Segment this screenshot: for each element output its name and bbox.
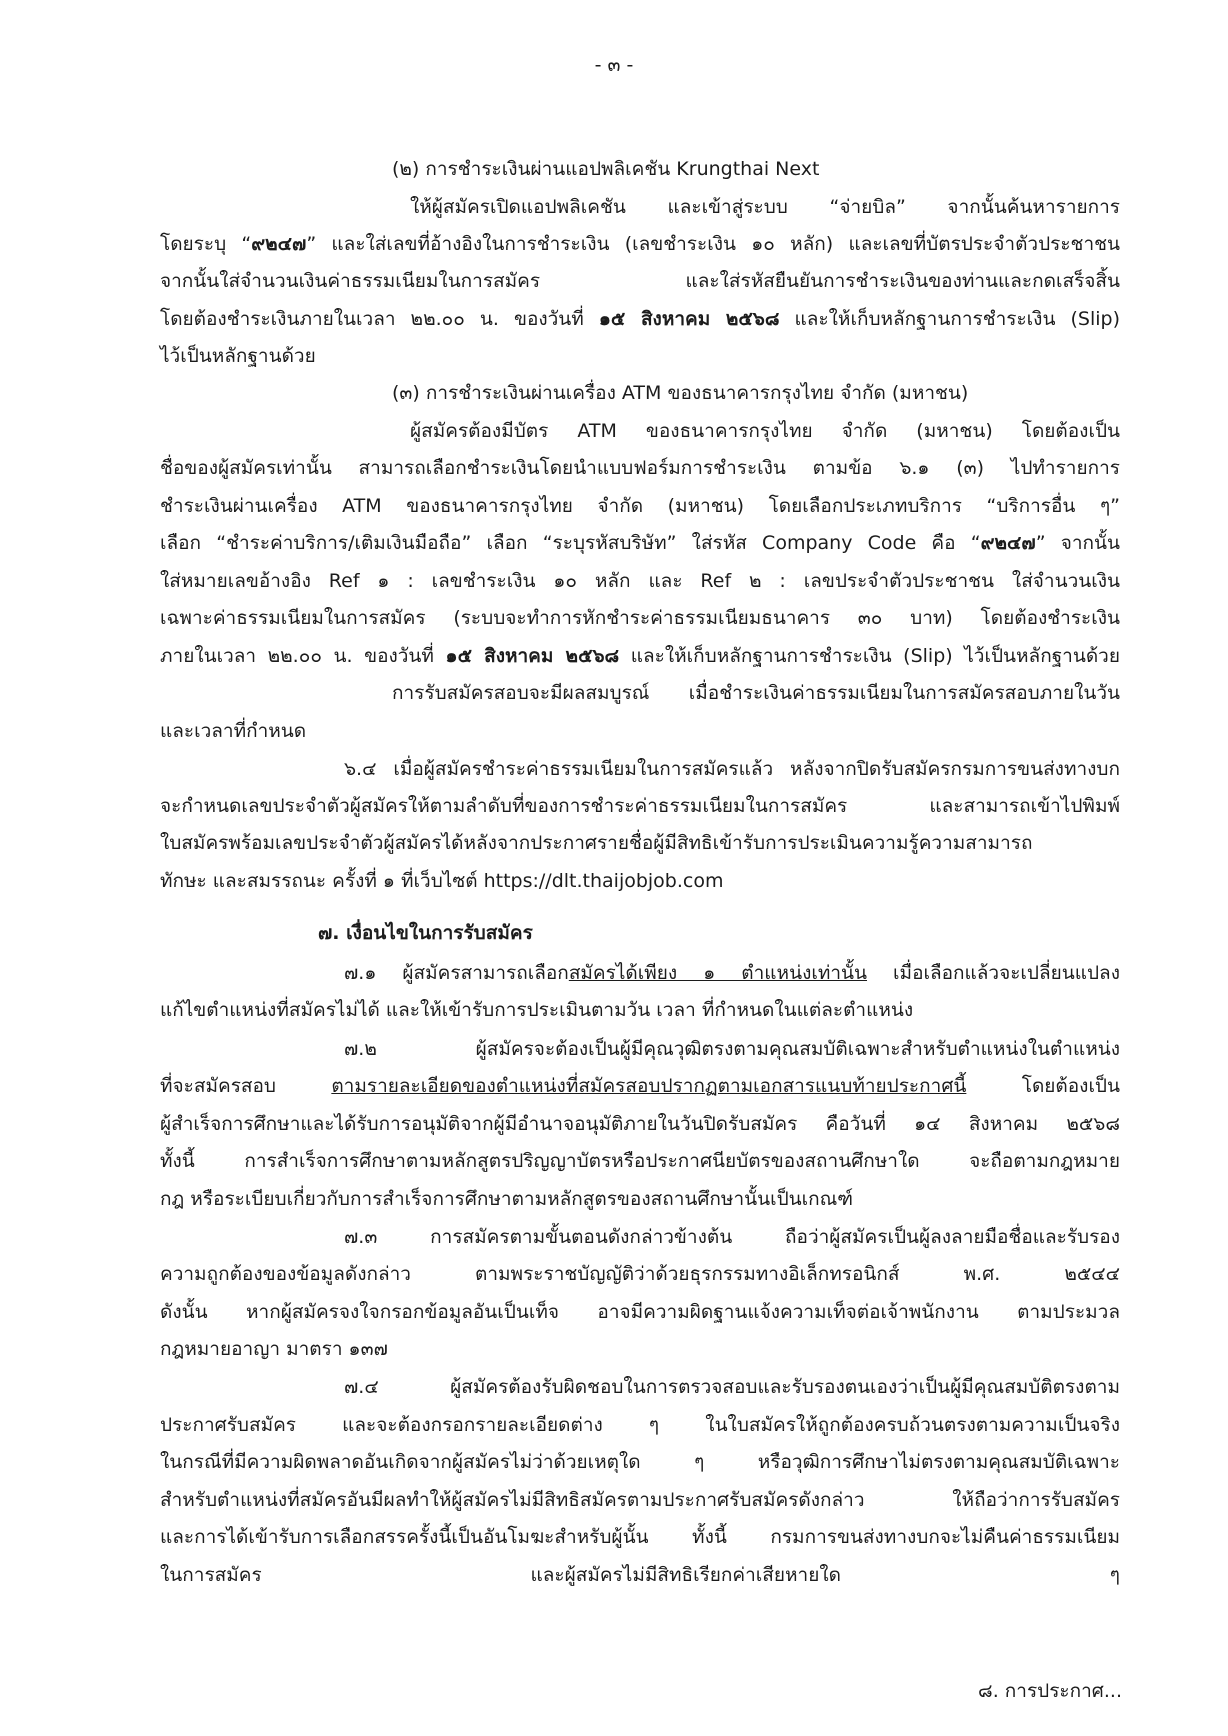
paragraph-line: ทั้งนี้ การสำเร็จการศึกษาตามหลักสูตรปริญญาบัตรหรือประกาศนียบัตรของสถานศึกษาใด จะถือตามกฎหมาย — [160, 1150, 1120, 1172]
continuation-note: ๘. การประกาศ... — [978, 1680, 1122, 1702]
paragraph-line: โดยระบุ “๙๒๔๗” และใส่เลขที่อ้างอิงในการชำระเงิน (เลขชำระเงิน ๑๐ หลัก) และเลขที่บัตรประจำตัวประชาชน — [160, 233, 1120, 255]
paragraph-line: ความถูกต้องของข้อมูลดังกล่าว ตามพระราชบัญญัติว่าด้วยธุรกรรมทางอิเล็กทรอนิกส์ พ.ศ. ๒๕๔๔ — [160, 1263, 1120, 1285]
paragraph-line: การรับสมัครสอบจะมีผลสมบูรณ์ เมื่อชำระเงินค่าธรรมเนียมในการสมัครสอบภายในวัน — [392, 682, 1120, 704]
paragraph-line: ในการสมัคร และผู้สมัครไม่มีสิทธิเรียกค่าเสียหายใด ๆ — [160, 1564, 1120, 1586]
deadline-date: ๑๕ สิงหาคม ๒๕๖๘ — [598, 308, 780, 330]
paragraph-line: ๗.๑ ผู้สมัครสามารถเลือกสมัครได้เพียง ๑ ตำแหน่งเท่านั้น เมื่อเลือกแล้วจะเปลี่ยนแปลง — [344, 962, 1120, 984]
paragraph-line: ให้ผู้สมัครเปิดแอปพลิเคชัน และเข้าสู่ระบบ “จ่ายบิล” จากนั้นค้นหารายการ — [410, 196, 1120, 218]
paragraph-line: ภายในเวลา ๒๒.๐๐ น. ของวันที่ ๑๕ สิงหาคม ๒๕๖๘ และให้เก็บหลักฐานการชำระเงิน (Slip) ไว้เป็นหลักฐานด้วย — [160, 645, 1120, 667]
paragraph-line: ใบสมัครพร้อมเลขประจำตัวผู้สมัครได้หลังจากประกาศรายชื่อผู้มีสิทธิเข้ารับการประเมินความรู้ความสามารถ — [160, 832, 1033, 854]
paragraph-line: (๓) การชำระเงินผ่านเครื่อง ATM ของธนาคารกรุงไทย จำกัด (มหาชน) — [392, 382, 969, 404]
paragraph-line: ประกาศรับสมัคร และจะต้องกรอกรายละเอียดต่าง ๆ ในใบสมัครให้ถูกต้องครบถ้วนตรงตามความเป็นจริง — [160, 1414, 1120, 1436]
paragraph-line: ที่จะสมัครสอบ ตามรายละเอียดของตำแหน่งที่สมัครสอบปรากฏตามเอกสารแนบท้ายประกาศนี้ โดยต้องเป็น — [160, 1075, 1120, 1097]
paragraph-line: กฎหมายอาญา มาตรา ๑๓๗ — [160, 1338, 388, 1360]
paragraph-line: ใส่หมายเลขอ้างอิง Ref ๑ : เลขชำระเงิน ๑๐ หลัก และ Ref ๒ : เลขประจำตัวประชาชน ใส่จำนวนเงิน — [160, 570, 1120, 592]
paragraph-line: โดยต้องชำระเงินภายในเวลา ๒๒.๐๐ น. ของวันที่ ๑๕ สิงหาคม ๒๕๖๘ และให้เก็บหลักฐานการชำระเงิน (Slip) — [160, 308, 1120, 330]
paragraph-line: เฉพาะค่าธรรมเนียมในการสมัคร (ระบบจะทำการหักชำระค่าธรรมเนียมธนาคาร ๓๐ บาท) โดยต้องชำระเงิน — [160, 607, 1120, 629]
paragraph-line: เลือก “ชำระค่าบริการ/เติมเงินมือถือ” เลือก “ระบุรหัสบริษัท” ใส่รหัส Company Code คือ “๙๒๔๗” จากนั้น — [160, 532, 1120, 554]
paragraph-line: และเวลาที่กำหนด — [160, 720, 307, 742]
paragraph-line: ชื่อของผู้สมัครเท่านั้น สามารถเลือกชำระเงินโดยนำแบบฟอร์มการชำระเงิน ตามข้อ ๖.๑ (๓) ไปทำรายการ — [160, 457, 1120, 479]
paragraph-line: แก้ไขตำแหน่งที่สมัครไม่ได้ และให้เข้ารับการประเมินตามวัน เวลา ที่กำหนดในแต่ละตำแหน่ง — [160, 999, 914, 1021]
underlined-text: ตามรายละเอียดของตำแหน่งที่สมัครสอบปรากฏตามเอกสารแนบท้ายประกาศนี้ — [331, 1075, 967, 1097]
paragraph-line: (๒) การชำระเงินผ่านแอปพลิเคชัน Krungthai Next — [392, 158, 820, 180]
paragraph-line: ผู้สมัครต้องมีบัตร ATM ของธนาคารกรุงไทย จำกัด (มหาชน) โดยต้องเป็น — [410, 420, 1120, 442]
underlined-text: สมัครได้เพียง ๑ ตำแหน่งเท่านั้น — [568, 962, 868, 984]
paragraph-line: ๗.๔ ผู้สมัครต้องรับผิดชอบในการตรวจสอบและรับรองตนเองว่าเป็นผู้มีคุณสมบัติตรงตาม — [344, 1376, 1120, 1398]
paragraph-line: ไว้เป็นหลักฐานด้วย — [160, 345, 316, 367]
paragraph-line: จากนั้นใส่จำนวนเงินค่าธรรมเนียมในการสมัคร และใส่รหัสยืนยันการชำระเงินของท่านและกดเสร็จสิ้น — [160, 270, 1120, 292]
deadline-date: ๑๕ สิงหาคม ๒๕๖๘ — [445, 645, 620, 667]
paragraph-line: กฎ หรือระเบียบเกี่ยวกับการสำเร็จการศึกษาตามหลักสูตรของสถานศึกษานั้นเป็นเกณฑ์ — [160, 1188, 854, 1210]
paragraph-line: สำหรับตำแหน่งที่สมัครอันมีผลทำให้ผู้สมัครไม่มีสิทธิสมัครตามประกาศรับสมัครดังกล่าว ให้ถือว่าการรับสมัคร — [160, 1489, 1120, 1511]
paragraph-line: และการได้เข้ารับการเลือกสรรครั้งนี้เป็นอันโมฆะสำหรับผู้นั้น ทั้งนี้ กรมการขนส่งทางบกจะไม่คืนค่าธรรมเนียม — [160, 1526, 1120, 1548]
paragraph-line: ชำระเงินผ่านเครื่อง ATM ของธนาคารกรุงไทย จำกัด (มหาชน) โดยเลือกประเภทบริการ “บริการอื่น ๆ” — [160, 495, 1120, 517]
paragraph-line: ๗.๓ การสมัครตามขั้นตอนดังกล่าวข้างต้น ถือว่าผู้สมัครเป็นผู้ลงลายมือชื่อและรับรอง — [344, 1226, 1120, 1248]
page-number: - ๓ - — [594, 54, 634, 76]
paragraph-line: ผู้สำเร็จการศึกษาและได้รับการอนุมัติจากผู้มีอำนาจอนุมัติภายในวันปิดรับสมัคร คือวันที่ ๑๔ สิงหาคม ๒๕๖๘ — [160, 1113, 1120, 1135]
section-heading: ๗. เงื่อนไขในการรับสมัคร — [318, 922, 533, 944]
paragraph-line: ๖.๔ เมื่อผู้สมัครชำระค่าธรรมเนียมในการสมัครแล้ว หลังจากปิดรับสมัครกรมการขนส่งทางบก — [344, 758, 1120, 780]
company-code: ๙๒๔๗ — [251, 233, 307, 255]
paragraph-line: ๗.๒ ผู้สมัครจะต้องเป็นผู้มีคุณวุฒิตรงตามคุณสมบัติเฉพาะสำหรับตำแหน่งในตำแหน่ง — [344, 1038, 1120, 1060]
paragraph-line: ทักษะ และสมรรถนะ ครั้งที่ ๑ ที่เว็บไซต์ https://dlt.thaijobjob.com — [160, 870, 724, 892]
paragraph-line: ดังนั้น หากผู้สมัครจงใจกรอกข้อมูลอันเป็นเท็จ อาจมีความผิดฐานแจ้งความเท็จต่อเจ้าพนักงาน ตามประมวล — [160, 1301, 1120, 1323]
paragraph-line: ในกรณีที่มีความผิดพลาดอันเกิดจากผู้สมัครไม่ว่าด้วยเหตุใด ๆ หรือวุฒิการศึกษาไม่ตรงตามคุณสมบัติเฉพาะ — [160, 1451, 1120, 1473]
paragraph-line: จะกำหนดเลขประจำตัวผู้สมัครให้ตามลำดับที่ของการชำระค่าธรรมเนียมในการสมัคร และสามารถเข้าไปพิมพ์ — [160, 795, 1120, 817]
company-code: ๙๒๔๗ — [980, 532, 1036, 554]
